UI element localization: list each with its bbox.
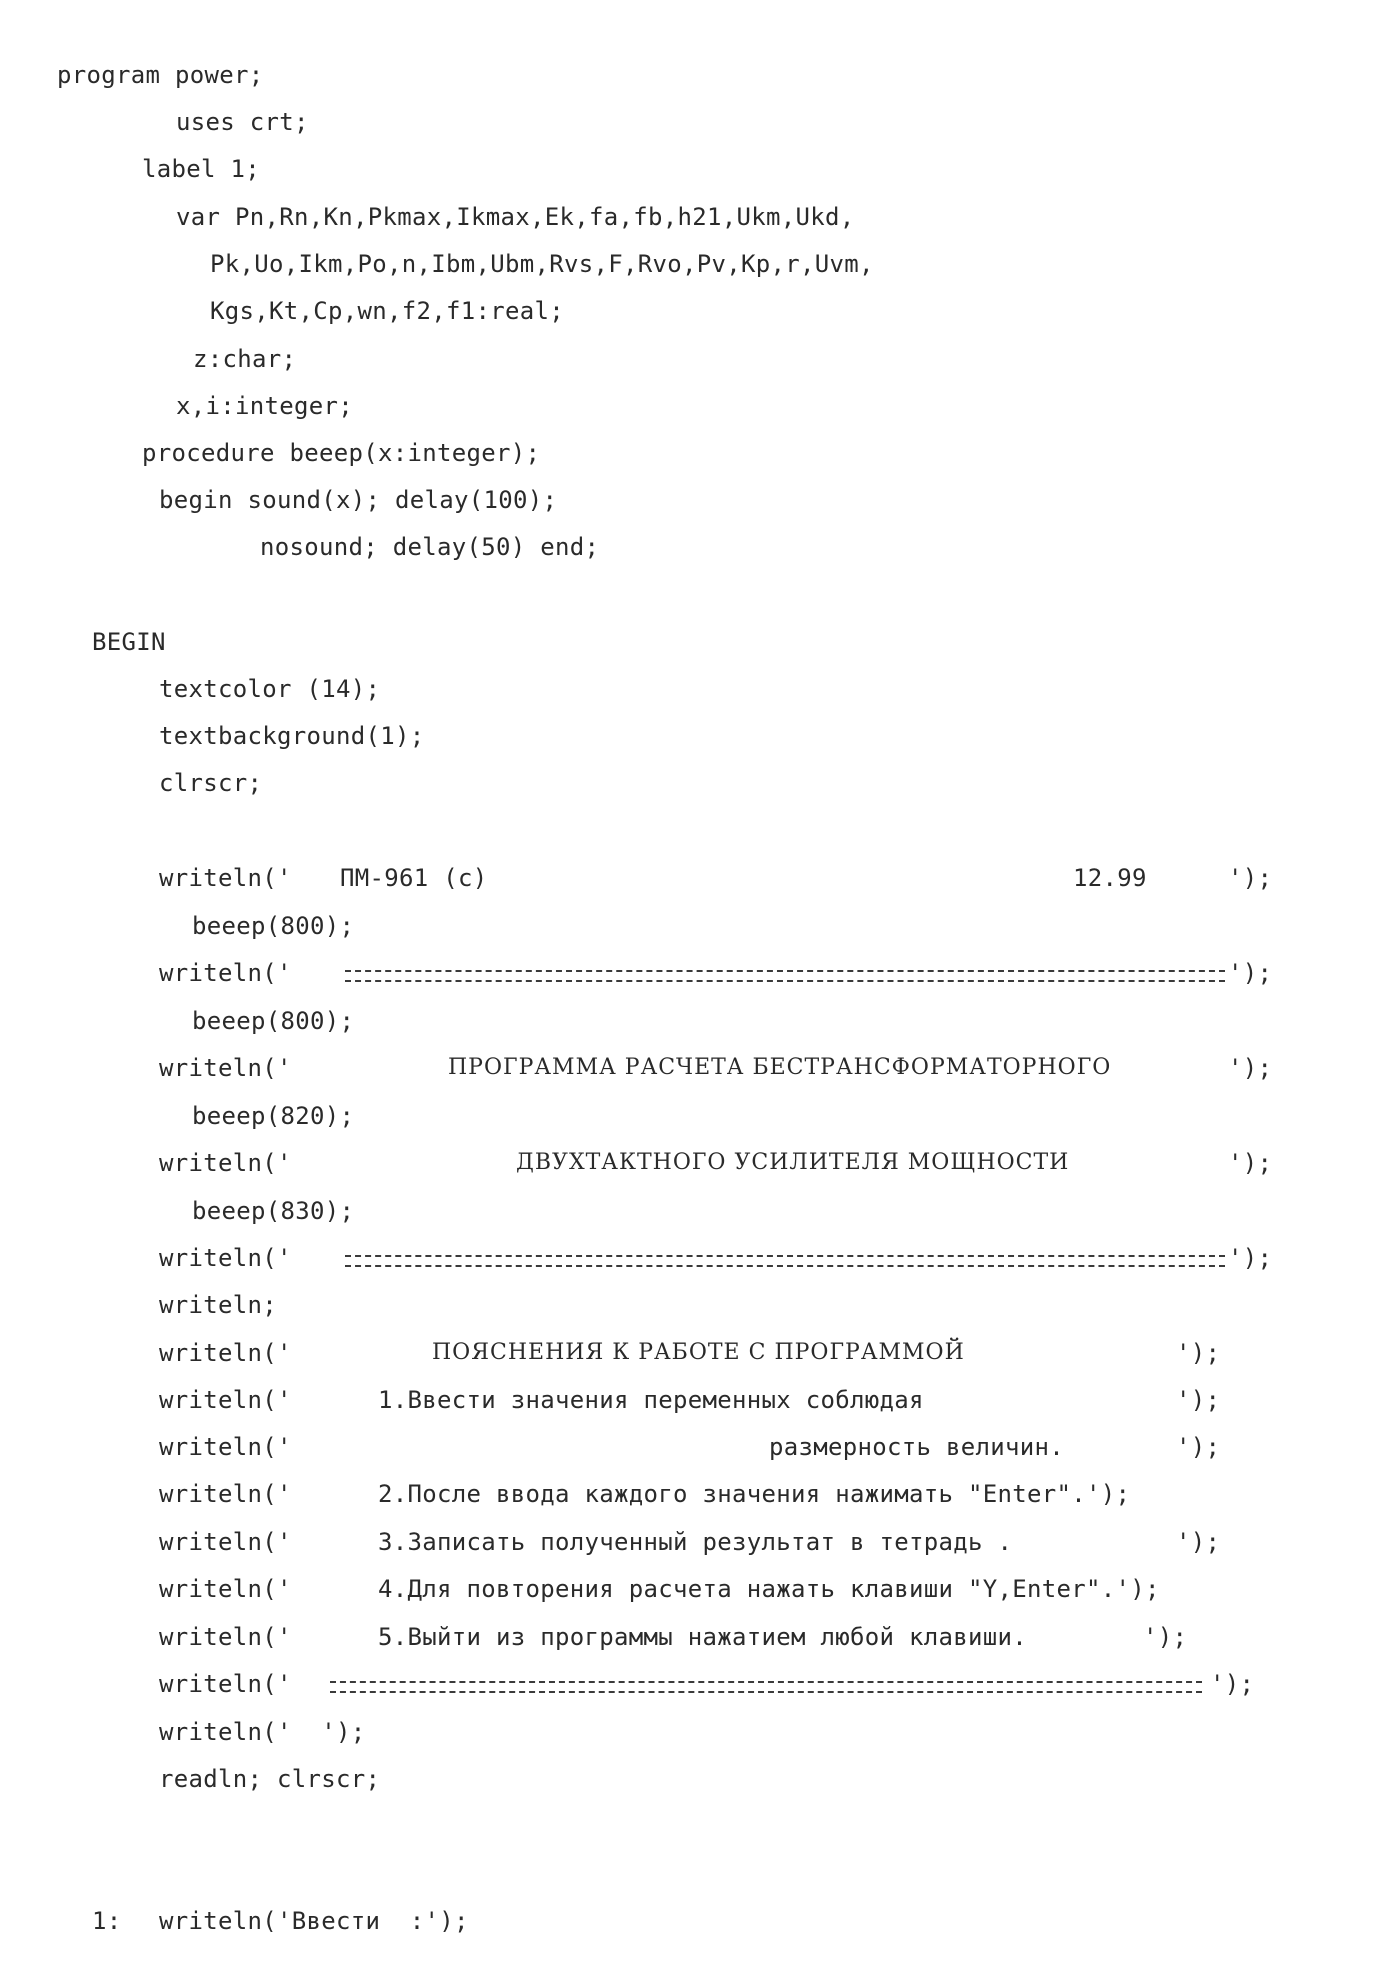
beeep-call: beeep(800); [192, 912, 355, 940]
instruction-1-continued: размерность величин. [769, 1433, 1064, 1461]
writeln-keyword: writeln(' [159, 959, 292, 987]
writeln-keyword: writeln(' [159, 1339, 292, 1367]
instruction-2: 2.После ввода каждого значения нажимать "Enter".'); [378, 1480, 1131, 1508]
procedure-body-2: nosound; delay(50) end; [260, 533, 600, 561]
writeln-keyword: writeln(' [159, 1244, 292, 1272]
writeln-keyword: writeln(' [159, 1575, 292, 1603]
instruction-1: 1.Ввести значения переменных соблюдая [378, 1386, 924, 1414]
textbackground-line: textbackground(1); [159, 722, 425, 750]
writeln-keyword: writeln(' [159, 1528, 292, 1556]
readln-line: readln; clrscr; [159, 1765, 381, 1793]
writeln-keyword: writeln(' [159, 1433, 292, 1461]
begin-keyword: BEGIN [92, 628, 166, 656]
writeln-close: '); [1228, 864, 1273, 892]
instruction-5: 5.Выйти из программы нажатием любой клавиши. [378, 1623, 1027, 1651]
instruction-3: 3.Записать полученный результат в тетрадь . [378, 1528, 1013, 1556]
writeln-blank: writeln(' '); [159, 1718, 366, 1746]
program-line: program power; [57, 61, 264, 89]
separator-line [345, 1255, 1225, 1267]
header-date: 12.99 [1073, 864, 1147, 892]
var-line-1: var Pn,Rn,Kn,Pkmax,Ikmax,Ek,fa,fb,h21,Ukm,Ukd, [176, 203, 855, 231]
var-line-3: Kgs,Kt,Cp,wn,f2,f1:real; [210, 297, 564, 325]
title-line-2: ДВУХТАКТНОГО УСИЛИТЕЛЯ МОЩНОСТИ [516, 1150, 1070, 1175]
procedure-line: procedure beeep(x:integer); [142, 439, 541, 467]
instructions-heading: ПОЯСНЕНИЯ К РАБОТЕ С ПРОГРАММОЙ [432, 1340, 965, 1365]
beeep-call: beeep(800); [192, 1007, 355, 1035]
writeln-close: '); [1143, 1623, 1188, 1651]
writeln-keyword: writeln(' [159, 1480, 292, 1508]
textcolor-line: textcolor (14); [159, 675, 381, 703]
writeln-keyword: writeln(' [159, 1054, 292, 1082]
var-line-2: Pk,Uo,Ikm,Po,n,Ibm,Ubm,Rvs,F,Rvo,Pv,Kp,r,Uvm, [210, 250, 874, 278]
writeln-close: '); [1176, 1528, 1221, 1556]
clrscr-line: clrscr; [159, 769, 263, 797]
beeep-call: beeep(830); [192, 1197, 355, 1225]
writeln-keyword: writeln(' [159, 1670, 292, 1698]
writeln-keyword: writeln(' [159, 1149, 292, 1177]
label-number: 1: [92, 1907, 122, 1935]
writeln-empty: writeln; [159, 1291, 277, 1319]
procedure-body-1: begin sound(x); delay(100); [159, 486, 558, 514]
writeln-close: '); [1176, 1386, 1221, 1414]
label-line: label 1; [142, 155, 260, 183]
writeln-close: '); [1228, 1244, 1273, 1272]
writeln-close: '); [1210, 1670, 1255, 1698]
title-line-1: ПРОГРАММА РАСЧЕТА БЕСТРАНСФОРМАТОРНОГО [448, 1055, 1112, 1080]
writeln-close: '); [1228, 1054, 1273, 1082]
labelled-writeln: writeln('Ввести :'); [159, 1907, 469, 1935]
separator-line [345, 970, 1225, 982]
writeln-keyword: writeln(' [159, 1386, 292, 1414]
uses-line: uses crt; [176, 108, 309, 136]
writeln-close: '); [1228, 959, 1273, 987]
writeln-keyword: writeln(' [159, 864, 292, 892]
writeln-close: '); [1176, 1339, 1221, 1367]
writeln-close: '); [1228, 1149, 1273, 1177]
writeln-keyword: writeln(' [159, 1623, 292, 1651]
header-author: ПМ-961 (c) [340, 864, 488, 892]
var-line-5: x,i:integer; [176, 392, 353, 420]
beeep-call: beeep(820); [192, 1102, 355, 1130]
separator-line [330, 1681, 1202, 1693]
writeln-close: '); [1176, 1433, 1221, 1461]
var-line-4: z:char; [193, 345, 297, 373]
instruction-4: 4.Для повторения расчета нажать клавиши "Y,Enter".'); [378, 1575, 1160, 1603]
